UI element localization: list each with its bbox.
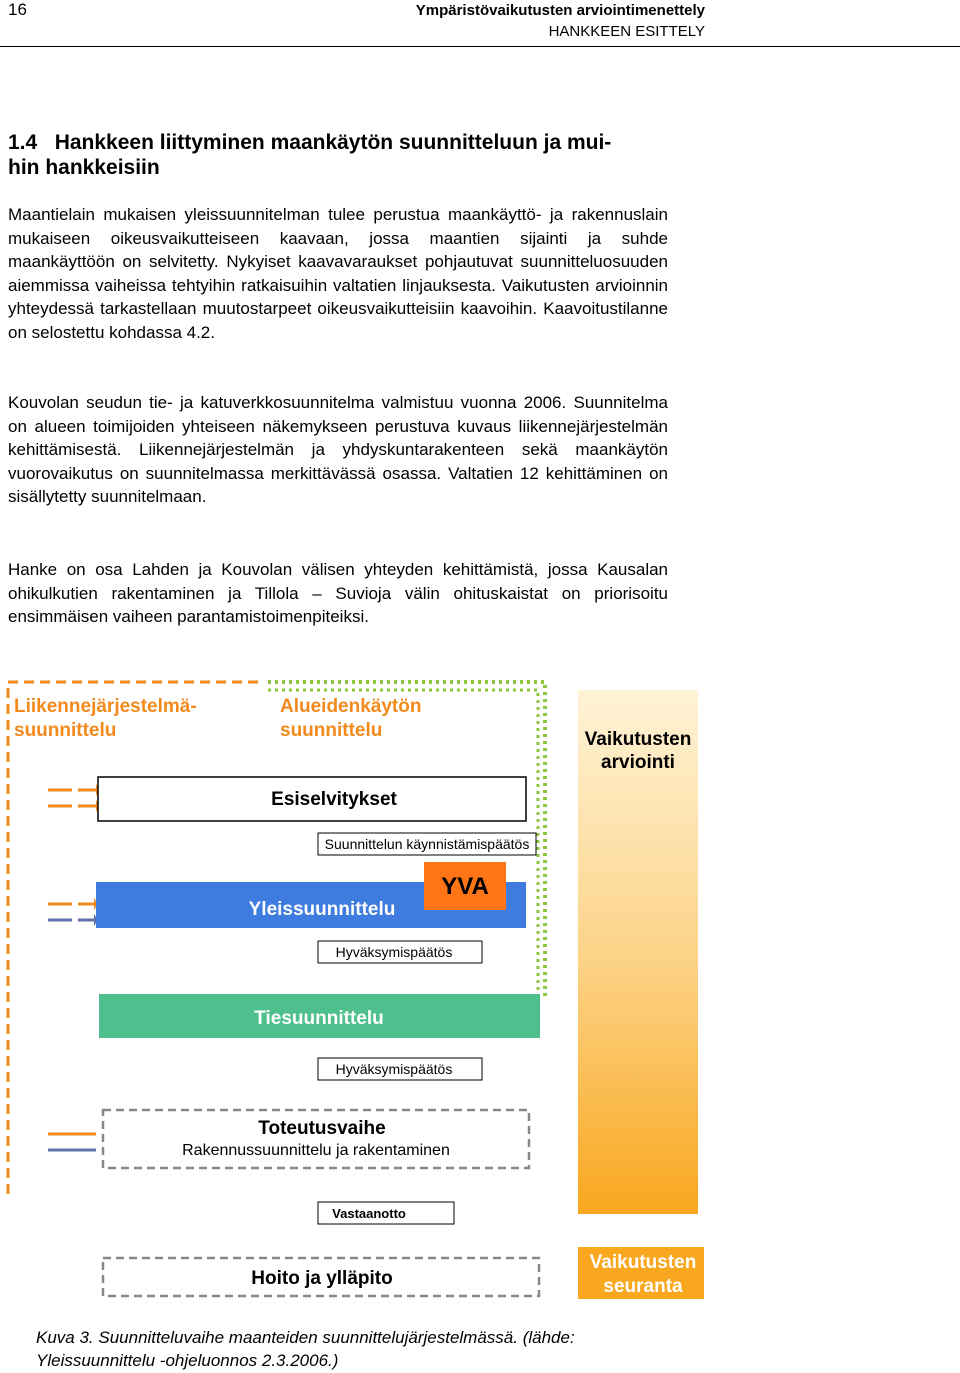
running-header-title: Ympäristövaikutusten arviointimenettely [415,2,705,19]
figure-caption-line1: Kuva 3. Suunnitteluvaihe maanteiden suunnittelujärjestelmässä. (lähde: [36,1328,575,1347]
land-use-label-2: suunnittelu [280,720,383,741]
section-title [8,130,688,180]
traffic-system-label-2: suunnittelu [14,720,117,741]
running-header-subtitle: HANKKEEN ESITTELY [548,23,705,40]
section-title-line2: hin hankkeisiin [8,156,160,179]
section-title-line1: 1.4 Hankkeen liittyminen maankäytön suunnitteluun ja mui- [8,131,612,154]
preliminary-studies-label: Esiselvitykset [271,789,397,810]
planning-diagram [0,660,960,1320]
running-header [416,0,705,42]
implementation-sublabel: Rakennussuunnittelu ja rakentaminen [182,1142,450,1159]
impact-assessment-label-1: Vaikutusten [584,729,692,750]
start-decision-label: Suunnittelun käynnistämispäätös [324,836,530,852]
approval-label-1: Hyväksymispäätös [335,944,453,960]
figure-caption [36,1326,716,1372]
figure-caption-line2: Yleissuunnittelu -ohjeluonnos 2.3.2006.) [36,1351,339,1370]
input-arrows-1 [48,784,100,812]
eia-label: YVA [441,873,489,900]
paragraph-3: Hanke on osa Lahden ja Kouvolan välisen yhteyden kehittämistä, jossa Kausalan ohikulkutien rakentaminen ja Tillola – Suvioja välin ohituskaistat on priorisoitu ensimmäisen vaiheen parantamistoimenpiteiksi. [8,560,668,626]
impact-assessment-label-2: arviointi [601,752,675,773]
implementation-label: Toteutusvaihe [258,1118,386,1139]
land-use-label-1: Alueidenkäytön [280,696,422,717]
maintenance-label: Hoito ja ylläpito [251,1268,393,1289]
paragraph-1: Maantielain mukaisen yleissuunnitelman tulee perustua maankäyttö- ja rakennuslain mukaiseen oikeusvaikutteiseen kaavaan, jossa maantien sijainti ja suhde maankäyttöön on selvitetty. Nykyiset kaavavaraukset pohjautuvat suunnitteluosuuden aiemmissa vaiheissa tehtyihin ratkaisuihin valtatien linjauksesta. Vaikutusten arvioinnin yhteydessä tarkastellaan muutostarpeet oikeusvaikutteisiin kaavoihin. Kaavoitustilanne on selostettu kohdassa 4.2. [8,205,668,342]
input-arrows-2 [48,898,98,926]
road-planning-label: Tiesuunnittelu [254,1008,384,1029]
impact-monitoring-label-2: seuranta [603,1276,683,1297]
traffic-system-label-1: Liikennejärjestelmä- [14,696,197,717]
handover-label: Vastaanotto [332,1206,406,1221]
approval-label-2: Hyväksymispäätös [335,1061,453,1077]
page-number: 16 [8,0,27,19]
paragraph-2: Kouvolan seudun tie- ja katuverkkosuunnitelma valmistuu vuonna 2006. Suunnitelma on alueen toimijoiden yhteiseen näkemykseen perustuva kuvaus liikennejärjestelmän kehittämisestä. Liikennejärjestelmän ja yhdyskuntarakenteen sekä maankäytön vuorovaikutus on suunnitelmassa merkittävässä osassa. Valtatien 12 kehittäminen on sisällytetty suunnitelmaan. [8,393,668,506]
general-planning-label: Yleissuunnittelu [248,899,396,920]
input-arrows-3 [48,1134,96,1150]
impact-monitoring-label-1: Vaikutusten [589,1252,697,1273]
header-rule [0,46,960,47]
